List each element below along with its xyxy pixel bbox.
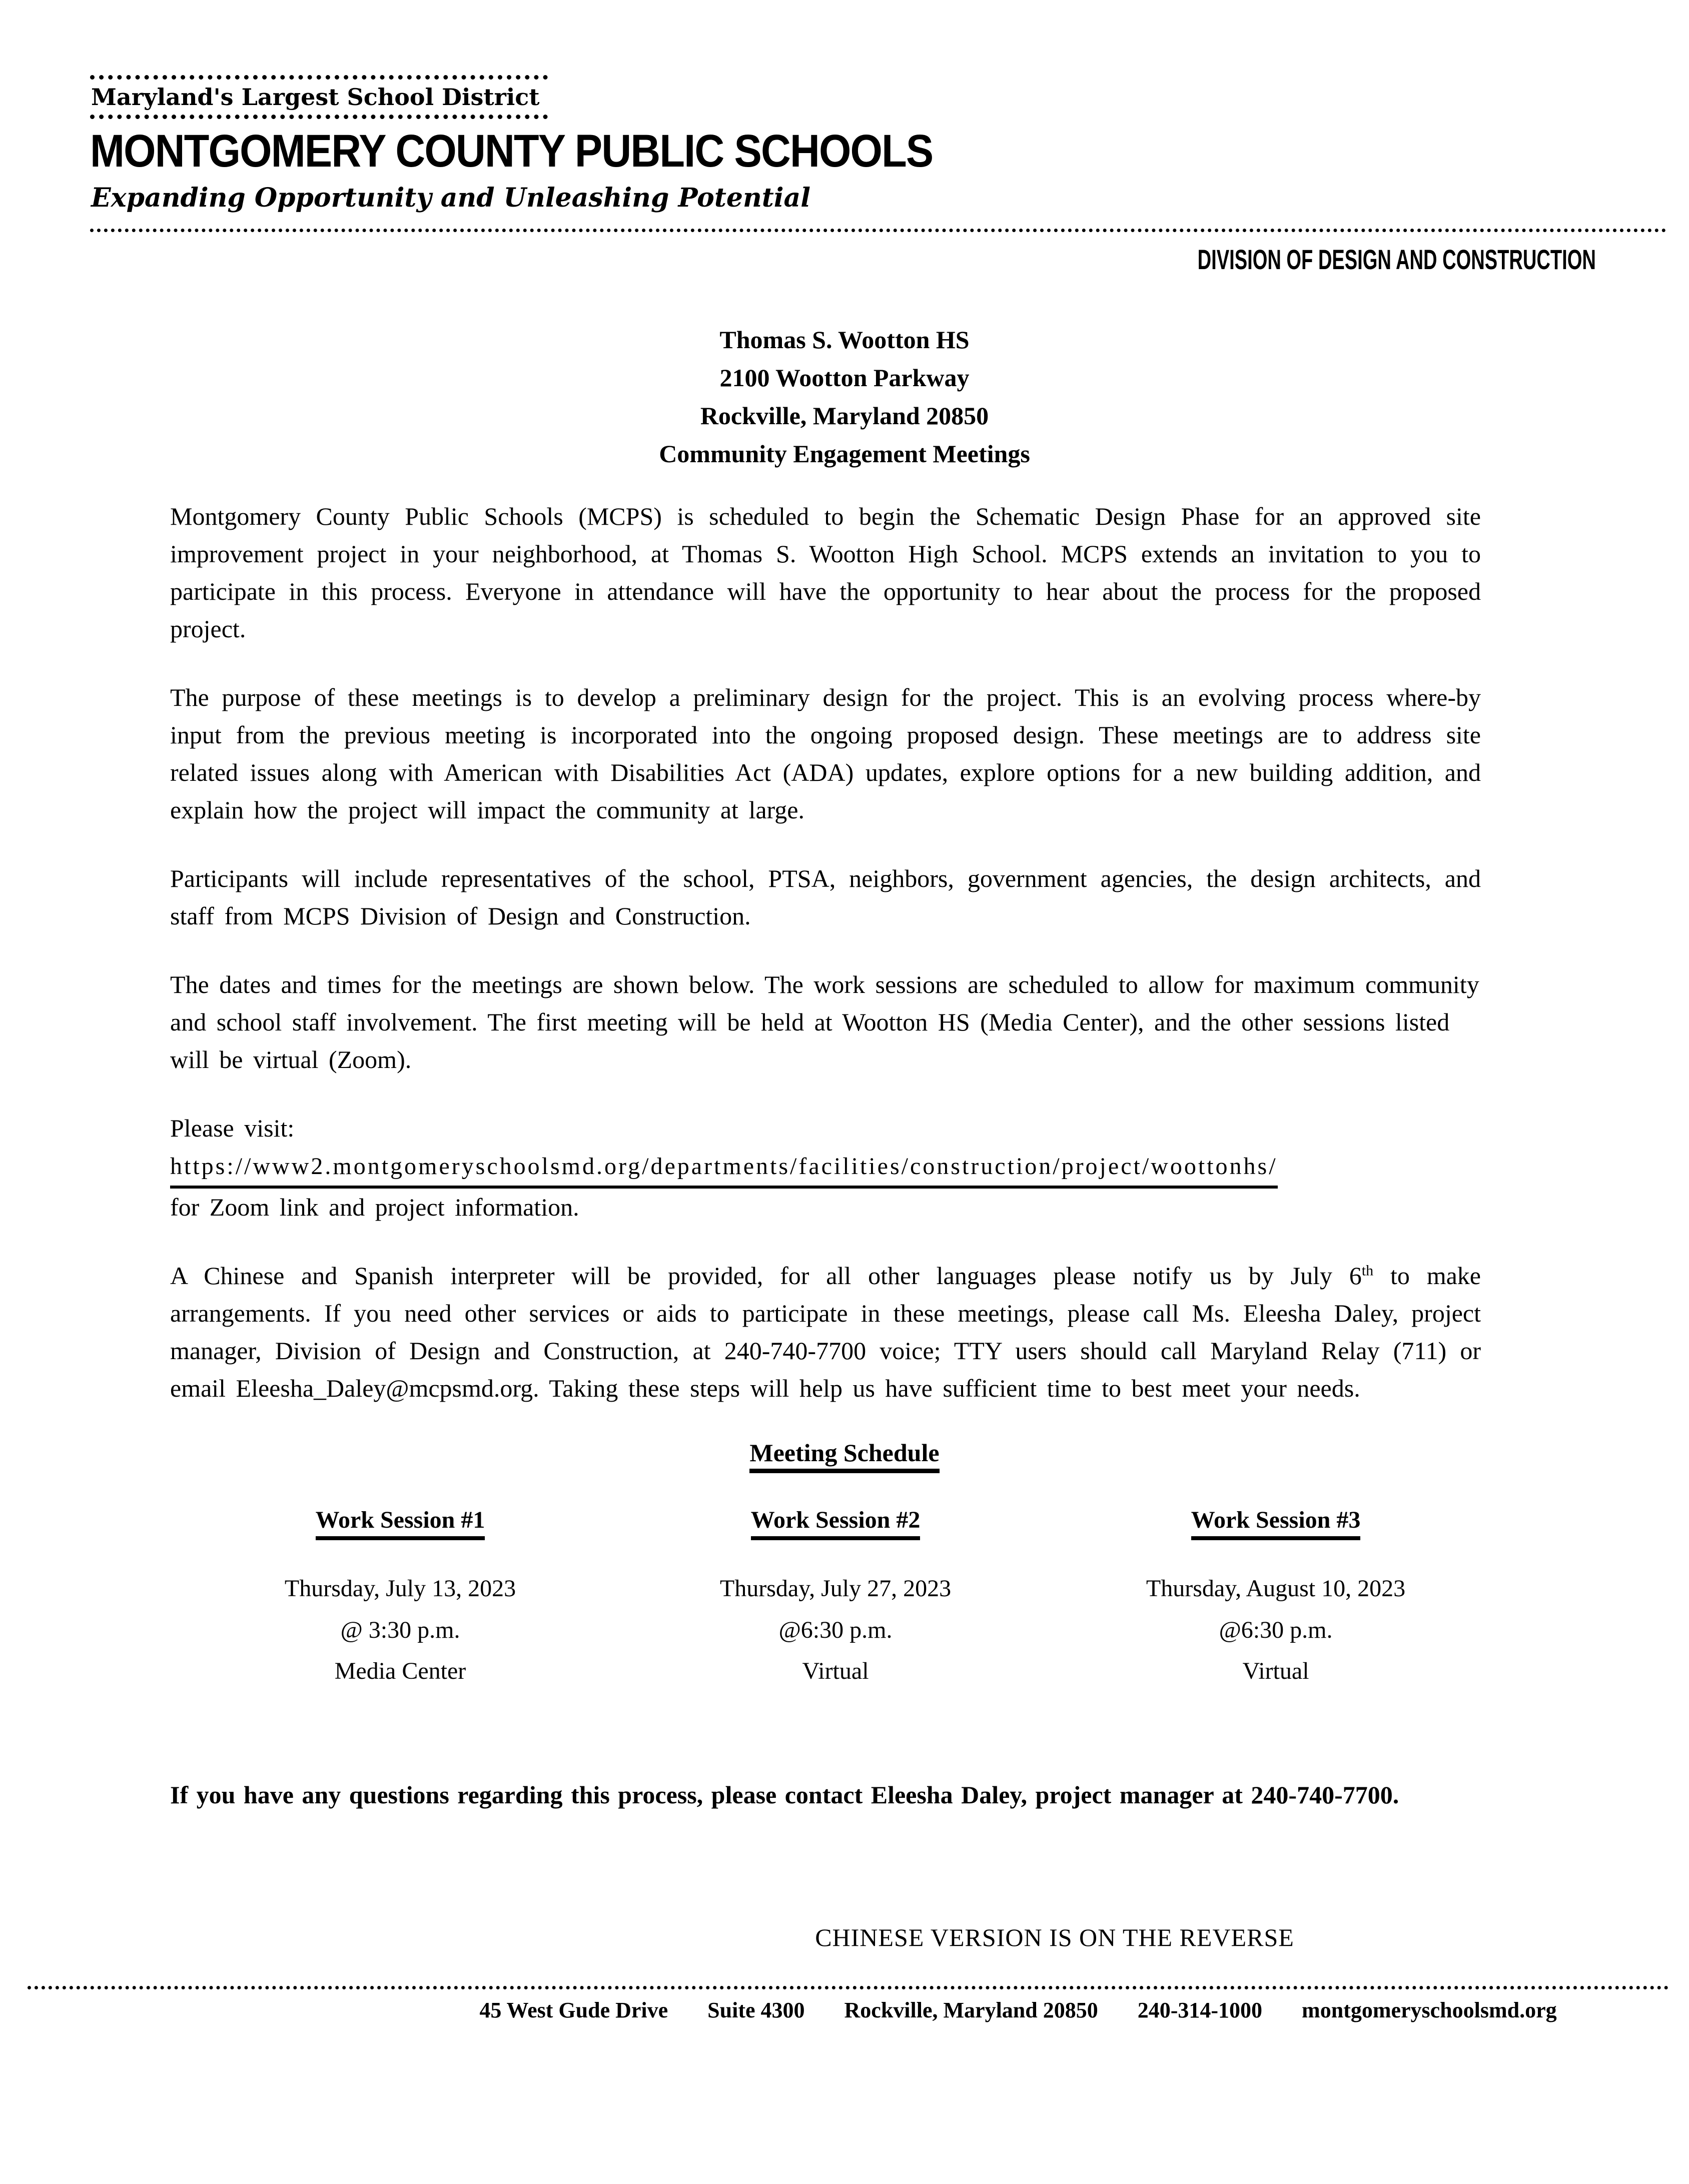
footer-city: Rockville, Maryland 20850 [844,1998,1098,2023]
footer-dotted-divider [28,1986,1669,1989]
session-1-title: Work Session #1 [220,1506,580,1540]
session-3-time: @6:30 p.m. [1219,1616,1333,1643]
session-3-title: Work Session #3 [1051,1506,1501,1540]
organization-name: MONTGOMERY COUNTY PUBLIC SCHOOLS [90,126,933,177]
session-3-date: Thursday, August 10, 2023 [1146,1575,1406,1602]
session-2-location: Virtual [802,1658,869,1685]
session-2-time: @6:30 p.m. [778,1616,893,1643]
session-1-time: @ 3:30 p.m. [340,1616,460,1643]
questions-paragraph: If you have any questions regarding this process, please contact Eleesha Daley, project manager at 240-740-7700. [170,1781,1399,1809]
paragraph-dates: The dates and times for the meetings are shown below. The work sessions are scheduled to allow for maximum community and school staff involvement. The first meeting will be held at Wootton HS (Media Center), and the other sessions listed will be virtual (Zoom). [170,970,1479,1074]
visit-suffix: for Zoom link and project information. [170,1193,579,1222]
session-2-title: Work Session #2 [625,1506,1046,1540]
footer-suite: Suite 4300 [707,1998,805,2023]
paragraph-participants: Participants will include representatives of the school, PTSA, neighbors, government agencies, the design architects, and staff from MCPS Division of Design and Construction. [170,864,1481,930]
reverse-note: CHINESE VERSION IS ON THE REVERSE [815,1923,1294,1952]
visit-url-line [170,1147,1481,1189]
interpreter-text-before: A Chinese and Spanish interpreter will be provided, for all other languages please notify us by July 6 [170,1262,1362,1290]
footer-street: 45 West Gude Drive [479,1998,668,2023]
interpreter-text-after: to make arrangements. If you need other services or aids to participate in these meetings, please call Ms. Eleesha Daley, project manager, Division of Design and Construction, at 240-740-7700 voice; TTY users should call Maryland Relay (711) or email Eleesha_Daley@mcpsmd.org. Taking these steps will help us have sufficient time to best meet your needs. [170,1262,1481,1403]
session-2-date: Thursday, July 27, 2023 [719,1575,952,1602]
work-session-3 [1051,1506,1501,1692]
project-url-link[interactable]: https://www2.montgomeryschoolsmd.org/departments/facilities/construction/project/woottonhs/ [170,1149,1278,1189]
district-tagline [90,75,548,119]
school-street: 2100 Wootton Parkway [719,364,970,392]
letterhead-dotted-divider [90,229,1666,232]
ordinal-suffix: th [1361,1262,1374,1279]
district-tagline-text: Maryland's Largest School District [91,84,540,111]
school-city: Rockville, Maryland 20850 [700,402,989,430]
paragraph-interpreter [170,1257,1481,1407]
page-footer [0,1986,1689,2023]
organization-slogan: Expanding Opportunity and Unleashing Potential [91,182,810,213]
visit-label: Please visit: [170,1114,295,1143]
sessions-row [220,1506,1521,1692]
division-title: DIVISION OF DESIGN AND CONSTRUCTION [1197,244,1596,276]
letter-body [170,498,1481,1407]
paragraph-intro: Montgomery County Public Schools (MCPS) is scheduled to begin the Schematic Design Phase for an approved site improvement project in your neighborhood, at Thomas S. Wootton High School. MCPS extends an invitation to you to participate in this process. Everyone in attendance will have the opportunity to hear about the process for the proposed project. [170,502,1481,643]
session-3-details [1051,1568,1501,1692]
work-session-1 [220,1506,580,1692]
meeting-schedule [0,1438,1689,1692]
paragraph-purpose: The purpose of these meetings is to develop a preliminary design for the project. This is an evolving process where-by input from the previous meeting is incorporated into the ongoing proposed design. These meetings are to address site related issues along with American with Disabilities Act (ADA) updates, explore options for a new building addition, and explain how the project will impact the community at large. [170,683,1481,824]
letter-subject: Community Engagement Meetings [659,440,1030,468]
footer-phone: 240-314-1000 [1137,1998,1263,2023]
footer-website: montgomeryschoolsmd.org [1302,1998,1557,2023]
session-1-date: Thursday, July 13, 2023 [284,1575,516,1602]
school-name: Thomas S. Wootton HS [719,326,970,354]
footer-contact-row [0,1997,1689,2023]
work-session-2 [625,1506,1046,1692]
letterhead [0,75,1689,276]
letter-title-block [0,321,1689,473]
session-3-location: Virtual [1242,1658,1309,1685]
session-2-details [625,1568,1046,1692]
session-1-location: Media Center [334,1658,466,1685]
session-1-details [220,1568,580,1692]
schedule-heading: Meeting Schedule [0,1438,1689,1473]
